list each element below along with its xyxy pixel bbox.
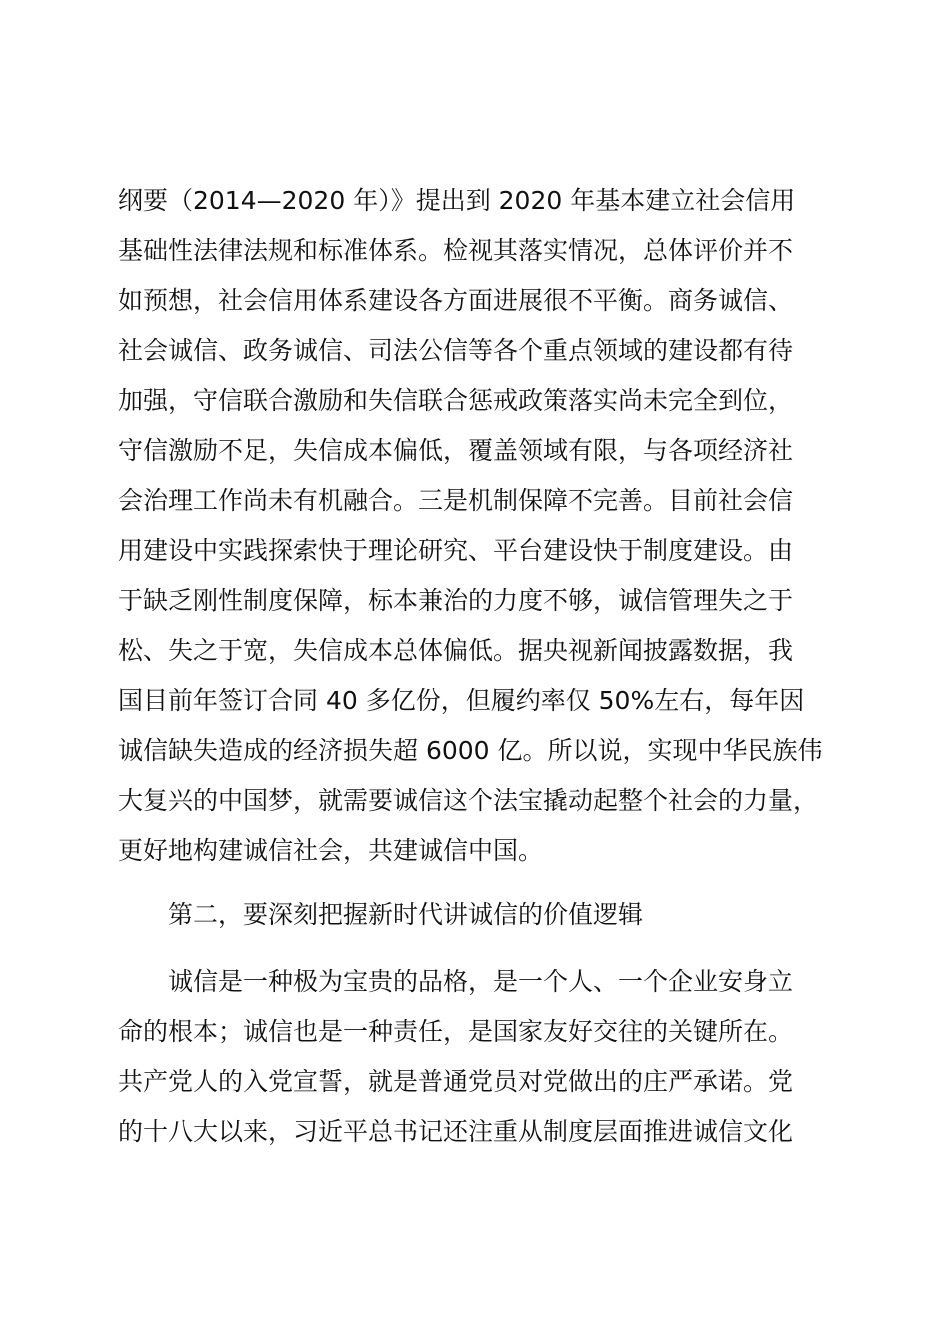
text-line: 命的根本；诚信也是一种责任，是国家友好交往的关键所在。 [118, 1017, 794, 1046]
text-line: 诚信缺失造成的经济损失超 6000 亿。所以说，实现中华民族伟 [118, 736, 823, 765]
text-line: 的十八大以来，习近平总书记还注重从制度层面推进诚信文化 [118, 1117, 794, 1146]
text-line: 用建设中实践探索快于理论研究、平台建设快于制度建设。由 [118, 536, 794, 565]
text-line: 更好地构建诚信社会，共建诚信中国。 [118, 836, 544, 865]
text-line: 诚信是一种极为宝贵的品格，是一个人、一个企业安身立 [118, 967, 794, 996]
paragraph-3 [118, 957, 838, 1157]
paragraph-1 [118, 176, 838, 876]
text-line: 大复兴的中国梦，就需要诚信这个法宝撬动起整个社会的力量， [118, 786, 819, 815]
text-line: 共产党人的入党宣誓，就是普通党员对党做出的庄严承诺。党 [118, 1067, 794, 1096]
text-line: 加强，守信联合激励和失信联合惩戒政策落实尚未完全到位， [118, 386, 794, 415]
text-line: 松、失之于宽，失信成本总体偏低。据央视新闻披露数据，我 [118, 636, 794, 665]
text-line: 如预想，社会信用体系建设各方面进展很不平衡。商务诚信、 [118, 286, 794, 315]
text-line: 社会诚信、政务诚信、司法公信等各个重点领域的建设都有待 [118, 336, 794, 365]
section-heading [118, 890, 838, 940]
heading-line: 第二，要深刻把握新时代讲诚信的价值逻辑 [118, 900, 644, 929]
text-line: 守信激励不足，失信成本偏低，覆盖领域有限，与各项经济社 [118, 436, 794, 465]
text-line: 基础性法律法规和标准体系。检视其落实情况，总体评价并不 [118, 236, 794, 265]
text-line: 纲要（2014—2020 年）》提出到 2020 年基本建立社会信用 [118, 186, 796, 215]
text-line: 国目前年签订合同 40 多亿份，但履约率仅 50%左右，每年因 [118, 686, 805, 715]
text-line: 会治理工作尚未有机融合。三是机制保障不完善。目前社会信 [118, 486, 794, 515]
text-line: 于缺乏刚性制度保障，标本兼治的力度不够，诚信管理失之于 [118, 586, 794, 615]
